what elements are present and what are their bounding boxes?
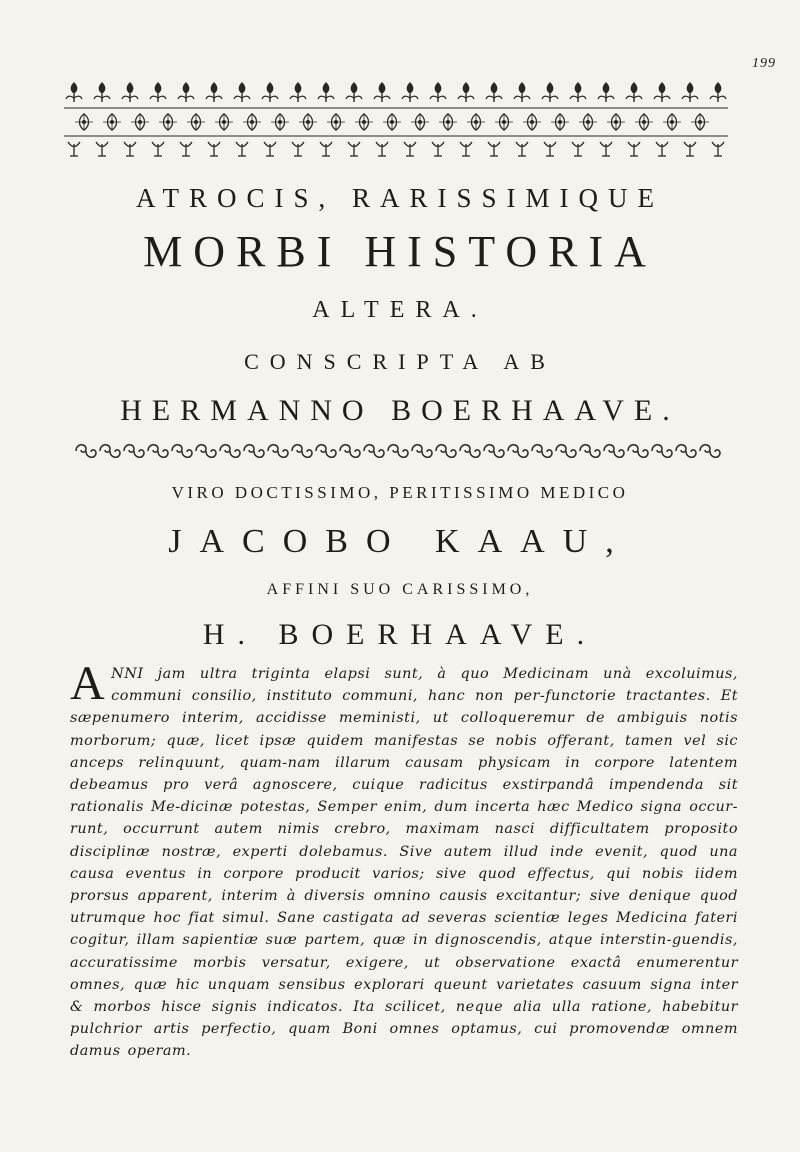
page-number: 199	[752, 56, 776, 71]
signature-line: H. BOERHAAVE.	[202, 618, 598, 651]
title-line-1: ATROCIS, RARISSIMIQUE	[135, 183, 665, 213]
dedication-line-3: AFFINI SUO CARISSIMO,	[266, 581, 534, 598]
body-paragraph	[70, 657, 738, 1063]
ornamental-divider	[74, 436, 726, 466]
drop-cap: A	[70, 657, 106, 710]
dedication-line-1: VIRO DOCTISSIMO, PERITISSIMO MEDICO	[171, 483, 629, 502]
body-text: NNI jam ultra triginta elapsi sunt, à quo Medicinam unà excoluimus, communi consilio, instituto communi, hanc non per-functorie tractantes. Et sæpenumero interim, accidisse meministi, ut colloqueremur de ambiguis notis morborum; quæ, licet ipsæ quidem manifestas se nobis offerant, tamen vel sic anceps relinquunt, quam-nam illarum causam physicam in corpore latentem debeamus pro verâ agnoscere, cuique radicitus exstirpandâ impendenda sit rationalis Me-dicinæ potestas, Semper enim, dum incerta hæc Medico signa occur-runt, occurrunt autem nimis crebro, maximam nasci difficultatem proposito disciplinæ nostræ, experti dolebamus. Sive autem illud inde evenit, quod una causa eventus in corpore producit varios; sive quod effectus, qui nobis iidem prorsus apparent, interim à diversis omnino causis excitantur; sive denique quod utrumque hoc fiat simul. Sane castigata ad severas scientiæ leges Medicina fateri cogitur, illam sapientiæ suæ partem, quæ in dignoscendis, atque interstin-guendis, accuratissime morbis versatur, exigere, ut observatione exactâ enumerentur omnes, quæ hic unquam sensibus explorari queunt varietates casuum signa inter & morbos hisce signis indicatos. Ita scilicet, neque alia ulla ratione, habebitur pulchrior artis perfectio, quam Boni omnes optamus, cui promovendæ omnem damus operam.	[70, 666, 738, 1060]
dedication-name: JACOBO KAAU,	[168, 523, 632, 560]
title-line-3: ALTERA.	[312, 297, 488, 323]
title-line-4: CONSCRIPTA AB	[244, 349, 556, 374]
author-line: HERMANNO BOERHAAVE.	[120, 394, 680, 427]
title-line-2: MORBI HISTORIA	[143, 227, 657, 276]
printers-ornament-band	[64, 72, 728, 168]
